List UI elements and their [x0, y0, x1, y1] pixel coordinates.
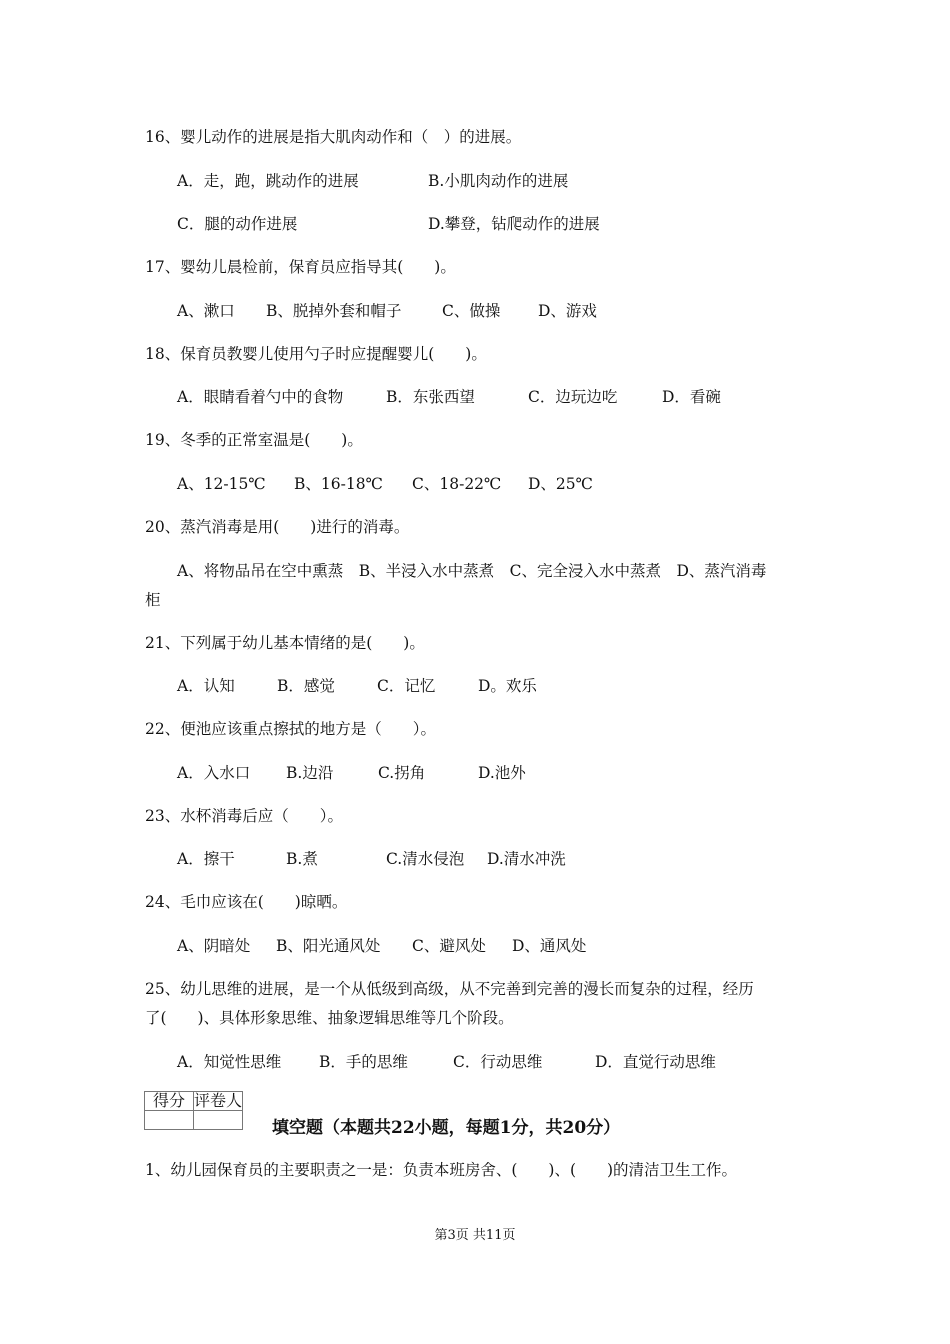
question-25-cont: 了( )、具体形象思维、抽象逻辑思维等几个阶段。	[145, 1009, 514, 1027]
fill-question-1: 1、幼儿园保育员的主要职责之一是：负责本班房舍、( )、( )的清洁卫生工作。	[145, 1161, 738, 1179]
options-20: A、将物品吊在空中熏蒸 B、半浸入水中蒸煮 C、完全浸入水中蒸煮 D、蒸汽消毒	[177, 562, 767, 580]
question-24: 24、毛巾应该在( )晾晒。	[145, 893, 348, 911]
option-16b: B.小肌肉动作的进展	[428, 172, 569, 190]
option-22c: C.拐角	[378, 764, 426, 782]
option-22d: D.池外	[478, 764, 526, 782]
question-22: 22、便池应该重点擦拭的地方是（ ）。	[145, 720, 436, 738]
option-21b: B．感觉	[277, 677, 335, 695]
option-23c: C.清水侵泡	[386, 850, 465, 868]
option-25c: C．行动思维	[453, 1053, 543, 1071]
question-25: 25、幼儿思维的进展，是一个从低级到高级，从不完善到完善的漫长而复杂的过程，经历	[145, 980, 754, 998]
score-table	[144, 1091, 243, 1130]
grader-header: 评卷人	[194, 1091, 243, 1110]
option-18b: B．东张西望	[386, 388, 475, 406]
grader-cell	[194, 1111, 243, 1130]
option-17a: A、漱口	[177, 302, 235, 320]
option-19c: C、18-22℃	[412, 475, 502, 493]
question-17: 17、婴幼儿晨检前，保育员应指导其( )。	[145, 258, 456, 276]
option-19b: B、16-18℃	[294, 475, 383, 493]
option-16a: A．走，跑，跳动作的进展	[177, 172, 359, 190]
option-25d: D．直觉行动思维	[595, 1053, 716, 1071]
option-21c: C．记忆	[377, 677, 436, 695]
option-17b: B、脱掉外套和帽子	[266, 302, 402, 320]
option-23d: D.清水冲洗	[487, 850, 566, 868]
question-23: 23、水杯消毒后应（ ）。	[145, 807, 343, 825]
option-18d: D．看碗	[662, 388, 721, 406]
option-25a: A．知觉性思维	[177, 1053, 282, 1071]
option-16d: D.攀登，钻爬动作的进展	[428, 215, 600, 233]
question-20: 20、蒸汽消毒是用( )进行的消毒。	[145, 518, 410, 536]
option-17d: D、游戏	[538, 302, 597, 320]
option-23a: A．擦干	[177, 850, 235, 868]
option-22b: B.边沿	[286, 764, 334, 782]
option-24d: D、通风处	[512, 937, 587, 955]
option-24c: C、避风处	[412, 937, 486, 955]
page-footer: 第3页 共11页	[434, 1228, 516, 1243]
section-title: 填空题（本题共22小题，每题1分，共20分）	[272, 1118, 621, 1138]
options-20-cont: 柜	[145, 591, 161, 609]
option-17c: C、做操	[442, 302, 501, 320]
option-24a: A、阴暗处	[177, 937, 251, 955]
score-cell	[145, 1111, 194, 1130]
option-23b: B.煮	[286, 850, 318, 868]
option-19a: A、12-15℃	[177, 475, 266, 493]
option-21d: D。欢乐	[478, 677, 537, 695]
option-18a: A．眼睛看着勺中的食物	[177, 388, 344, 406]
option-22a: A．入水口	[177, 764, 251, 782]
option-21a: A．认知	[177, 677, 235, 695]
score-header: 得分	[145, 1092, 194, 1111]
option-16c: C．腿的动作进展	[177, 215, 298, 233]
option-18c: C．边玩边吃	[528, 388, 618, 406]
option-24b: B、阳光通风处	[276, 937, 381, 955]
option-19d: D、25℃	[528, 475, 593, 493]
question-19: 19、冬季的正常室温是( )。	[145, 431, 363, 449]
question-16: 16、婴儿动作的进展是指大肌肉动作和（ ）的进展。	[145, 128, 522, 146]
question-21: 21、下列属于幼儿基本情绪的是( )。	[145, 634, 425, 652]
question-18: 18、保育员教婴儿使用勺子时应提醒婴儿( )。	[145, 345, 487, 363]
option-25b: B．手的思维	[319, 1053, 408, 1071]
